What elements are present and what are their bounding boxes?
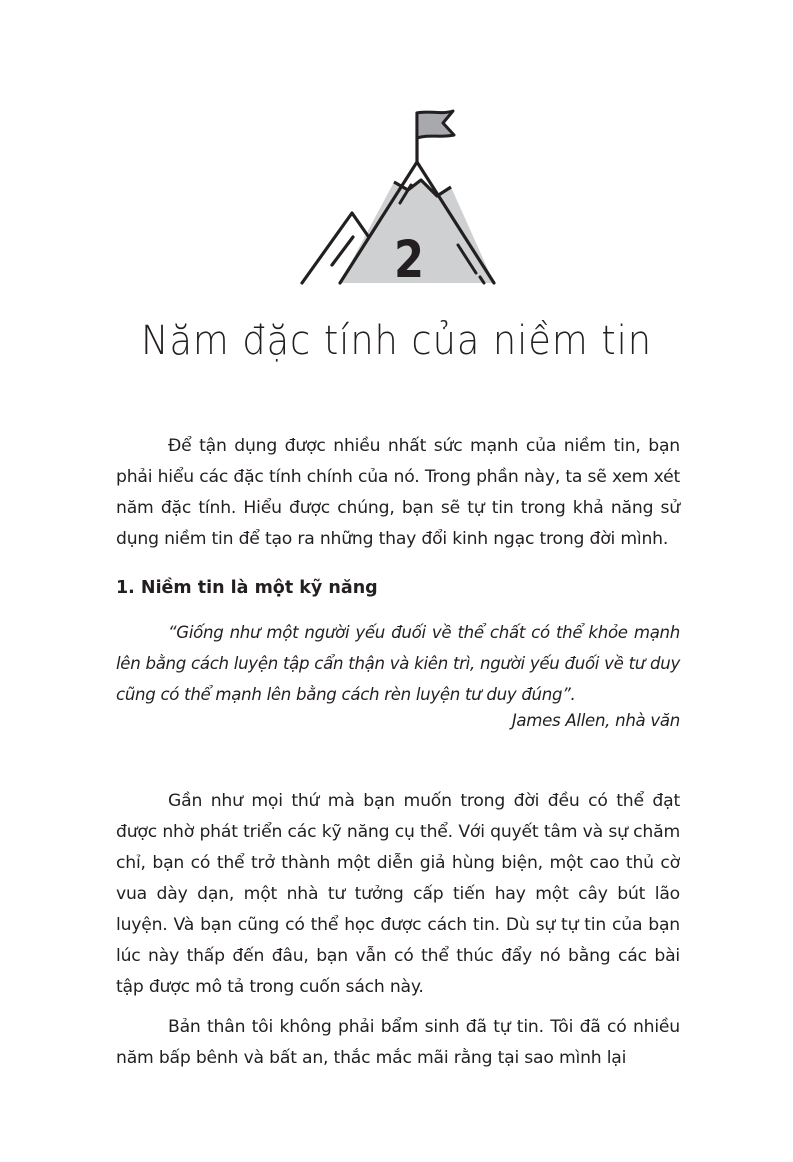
section-heading: 1. Niềm tin là một kỹ năng	[116, 578, 378, 598]
chapter-number: 2	[393, 230, 425, 290]
quote-attribution: James Allen, nhà văn	[511, 711, 680, 730]
epigraph-quote	[116, 617, 680, 710]
section-body	[116, 786, 680, 1074]
intro-paragraph	[116, 431, 680, 555]
paragraph-text: Bản thân tôi không phải bẩm sinh đã tự tin. Tôi đã có nhiều năm bấp bênh và bất an, thắc mắc mãi rằng tại sao mình lại	[116, 1017, 680, 1068]
mountain-flag-icon	[295, 105, 500, 290]
quote-text: “Giống như một người yếu đuối về thể chất có thể khỏe mạnh lên bằng cách luyện tập cẩn thận và kiên trì, người yếu đuối về tư duy cũng có thể mạnh lên bằng cách rèn luyện tư duy đúng”.	[116, 623, 680, 704]
paragraph-text: Để tận dụng được nhiều nhất sức mạnh của niềm tin, bạn phải hiểu các đặc tính chính của nó. Trong phần này, ta sẽ xem xét năm đặc tính. Hiểu được chúng, bạn sẽ tự tin trong khả năng sử dụng niềm tin để tạo ra những thay đổi kinh ngạc trong đời mình.	[116, 436, 680, 549]
chapter-title: Năm đặc tính của niềm tin	[140, 318, 652, 364]
paragraph-text: Gần như mọi thứ mà bạn muốn trong đời đều có thể đạt được nhờ phát triển các kỹ năng cụ thể. Với quyết tâm và sự chăm chỉ, bạn có thể trở thành một diễn giả hùng biện, một cao thủ cờ vua dày dạn, một nhà tư tưởng cấp tiến hay một cây bút lão luyện. Và bạn cũng có thể học được cách tin. Dù sự tự tin của bạn lúc này thấp đến đâu, bạn vẫn có thể thúc đẩy nó bằng các bài tập được mô tả trong cuốn sách này.	[116, 791, 680, 997]
